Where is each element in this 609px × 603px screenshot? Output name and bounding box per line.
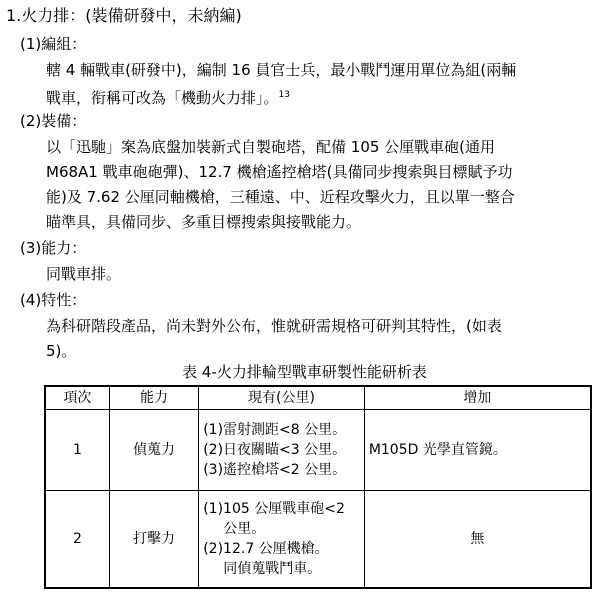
organization-text-line <box>46 85 290 108</box>
row-number: 2 <box>45 491 109 589</box>
characteristics-text-line: 5)。 <box>46 342 77 360</box>
row-ability: 偵蒐力 <box>109 410 198 491</box>
subsection-title-equipment: (2)裝備： <box>20 112 87 130</box>
characteristics-text-line: 為科研階段產品，尚未對外公布，惟就研需規格可研判其特性，(如表 <box>46 317 502 335</box>
current-value-line: (1)105 公厘戰車砲<2 <box>203 501 345 517</box>
organization-text: 戰車，衔稱可改為「機動火力排」。 <box>46 89 279 107</box>
current-value-line: 公里。 <box>223 521 266 537</box>
header-item-no: 項次 <box>45 386 109 410</box>
footnote-reference: 13 <box>278 90 290 100</box>
equipment-text-line: 以「迅馳」案為底盤加裝新式自製砲塔，配備 105 公厘戰車砲(通用 <box>46 138 496 156</box>
row-current-values <box>199 410 365 491</box>
header-current: 現有(公里) <box>199 386 365 410</box>
capability-text-line: 同戰車排。 <box>46 265 122 283</box>
equipment-text-line: 瞄準具，具備同步、多重目標搜索與接戰能力。 <box>46 213 362 231</box>
header-added: 增加 <box>364 386 591 410</box>
section-heading: 1.火力排：(裝備研發中，未納編) <box>6 6 242 25</box>
current-value-line: (2)日夜關瞄<3 公里。 <box>203 442 347 458</box>
row-current-values <box>199 491 365 589</box>
equipment-text-line: 能)及 7.62 公厘同軸機槍，三種遠、中、近程攻擊火力，且以單一整合 <box>46 188 515 206</box>
current-value-line: (3)遙控槍塔<2 公里。 <box>203 462 347 478</box>
row-added: M105D 光學直管鏡。 <box>364 410 591 491</box>
table-row <box>45 491 591 589</box>
table-row <box>45 410 591 491</box>
current-value-line: (1)雷射測距<8 公里。 <box>203 422 347 438</box>
subsection-title-characteristics: (4)特性： <box>20 291 87 309</box>
current-value-line: 同偵蒐戰鬥車。 <box>223 561 322 577</box>
table-caption: 表 4-火力排輪型戰車研製性能研析表 <box>182 363 427 381</box>
row-ability: 打擊力 <box>109 491 198 589</box>
subsection-title-organization: (1)編組： <box>20 35 87 53</box>
table-header-row <box>45 386 591 410</box>
performance-table <box>44 385 592 589</box>
subsection-title-capability: (3)能力： <box>20 239 87 257</box>
current-value-line: (2)12.7 公厘機槍。 <box>203 541 329 557</box>
organization-text-line: 轄 4 輛戰車(研發中)，編制 16 員官士兵，最小戰鬥運用單位為組(兩輛 <box>46 61 517 79</box>
row-added: 無 <box>364 491 591 589</box>
header-ability: 能力 <box>109 386 198 410</box>
row-number: 1 <box>45 410 109 491</box>
equipment-text-line: M68A1 戰車砲砲彈)、12.7 機槍遙控槍塔(具備同步搜索與目標賦予功 <box>46 163 513 181</box>
